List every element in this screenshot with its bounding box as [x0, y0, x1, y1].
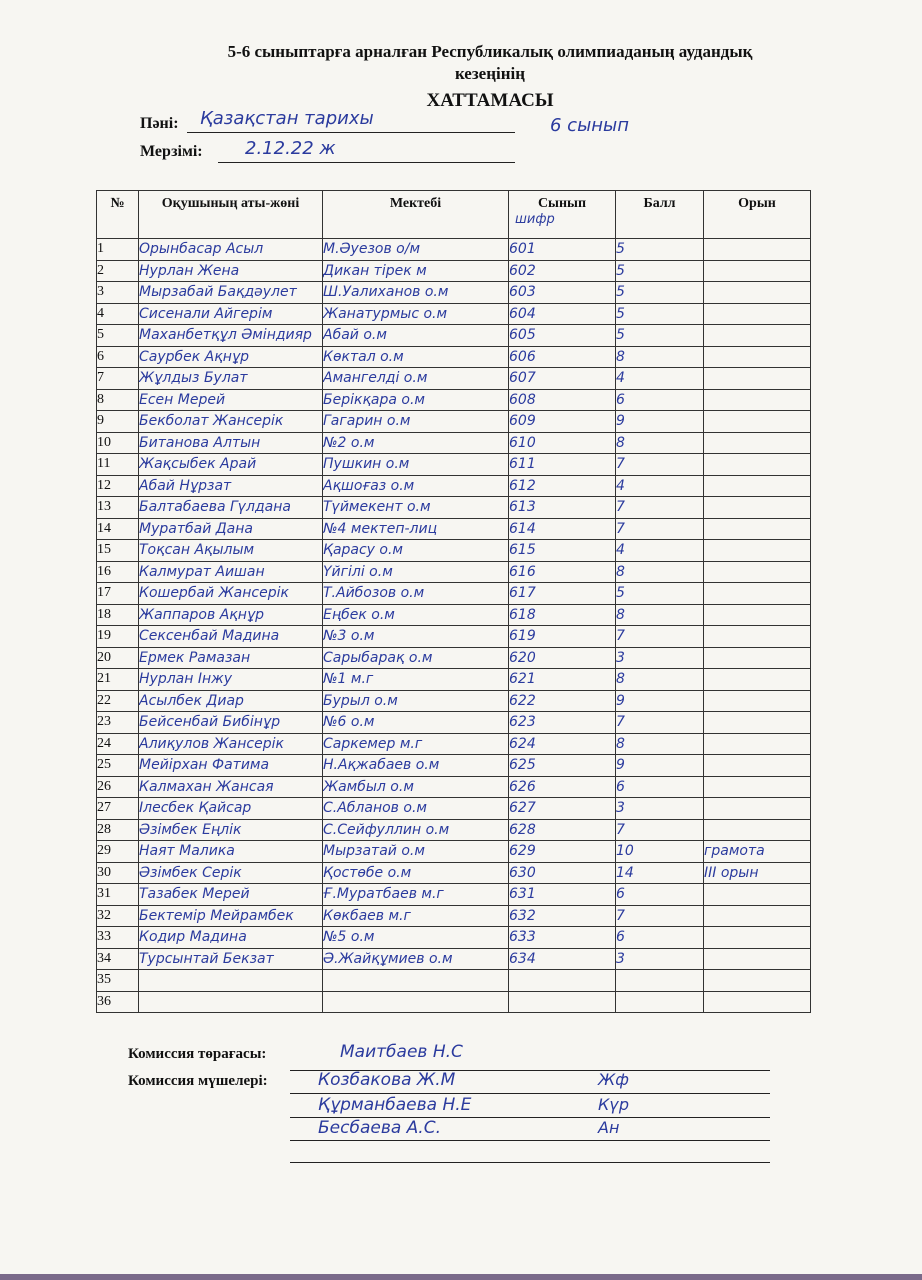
member-signature-3: Ан	[598, 1118, 620, 1137]
score: 7	[616, 518, 704, 540]
student-code: 601	[509, 239, 616, 261]
score: 5	[616, 282, 704, 304]
school-name: Сарыбарақ о.м	[323, 647, 509, 669]
school-name: М.Әуезов о/м	[323, 239, 509, 261]
student-name: Тоқсан Ақылым	[139, 540, 323, 562]
score: 5	[616, 239, 704, 261]
student-code	[509, 991, 616, 1013]
col-score-header: Балл	[616, 191, 704, 239]
student-code: 613	[509, 497, 616, 519]
place	[704, 647, 811, 669]
table-row	[97, 583, 811, 605]
protocol-title-line2: кезеңінің	[454, 64, 526, 83]
table-row	[97, 712, 811, 734]
score: 7	[616, 454, 704, 476]
row-number: 18	[97, 604, 139, 626]
school-name: Мырзатай о.м	[323, 841, 509, 863]
school-name: Үйгілі о.м	[323, 561, 509, 583]
place	[704, 432, 811, 454]
school-name: С.Абланов о.м	[323, 798, 509, 820]
table-row	[97, 303, 811, 325]
student-name: Жұлдыз Булат	[139, 368, 323, 390]
score: 8	[616, 561, 704, 583]
score: 8	[616, 669, 704, 691]
student-name: Бекболат Жансерік	[139, 411, 323, 433]
student-code: 609	[509, 411, 616, 433]
commission-chair-label: Комиссия төрағасы:	[128, 1046, 267, 1062]
table-row	[97, 776, 811, 798]
subject-label: Пәні:	[140, 115, 179, 132]
score: 8	[616, 432, 704, 454]
member-signature-1: Жф	[598, 1070, 629, 1089]
score: 8	[616, 733, 704, 755]
student-name: Калмурат Аишан	[139, 561, 323, 583]
student-name: Саурбек Ақнұр	[139, 346, 323, 368]
student-code: 611	[509, 454, 616, 476]
commission-members-label: Комиссия мүшелері:	[128, 1073, 268, 1089]
row-number: 26	[97, 776, 139, 798]
school-name: Қостөбе о.м	[323, 862, 509, 884]
col-grade-header	[509, 191, 616, 239]
place	[704, 970, 811, 992]
student-code: 604	[509, 303, 616, 325]
score: 5	[616, 325, 704, 347]
place	[704, 325, 811, 347]
row-number: 5	[97, 325, 139, 347]
grade-value: 6 сынып	[550, 115, 630, 136]
col-student-header: Оқушының аты-жөні	[139, 191, 323, 239]
student-code: 631	[509, 884, 616, 906]
place	[704, 239, 811, 261]
school-name: №2 о.м	[323, 432, 509, 454]
score: 7	[616, 905, 704, 927]
table-row	[97, 239, 811, 261]
school-name: Қарасу о.м	[323, 540, 509, 562]
table-row	[97, 733, 811, 755]
school-name: Гагарин о.м	[323, 411, 509, 433]
student-code: 628	[509, 819, 616, 841]
row-number: 33	[97, 927, 139, 949]
place	[704, 991, 811, 1013]
score: 6	[616, 389, 704, 411]
member-line-3	[290, 1140, 770, 1141]
student-code: 614	[509, 518, 616, 540]
col-place-header: Орын	[704, 191, 811, 239]
row-number: 28	[97, 819, 139, 841]
row-number: 23	[97, 712, 139, 734]
table-row	[97, 948, 811, 970]
student-code: 619	[509, 626, 616, 648]
school-name: Ғ.Муратбаев м.г	[323, 884, 509, 906]
student-name: Әзімбек Серік	[139, 862, 323, 884]
student-code: 615	[509, 540, 616, 562]
school-name: №4 мектеп-лиц	[323, 518, 509, 540]
school-name: Көктал о.м	[323, 346, 509, 368]
row-number: 1	[97, 239, 139, 261]
row-number: 2	[97, 260, 139, 282]
student-code: 624	[509, 733, 616, 755]
place	[704, 303, 811, 325]
school-name: Н.Ақжабаев о.м	[323, 755, 509, 777]
school-name: №1 м.г	[323, 669, 509, 691]
table-row	[97, 454, 811, 476]
row-number: 3	[97, 282, 139, 304]
col-school-header: Мектебі	[323, 191, 509, 239]
school-name: Ш.Уалиханов о.м	[323, 282, 509, 304]
place	[704, 540, 811, 562]
score: 4	[616, 540, 704, 562]
score: 6	[616, 776, 704, 798]
table-row	[97, 884, 811, 906]
student-name: Наят Малика	[139, 841, 323, 863]
student-name: Ілесбек Қайсар	[139, 798, 323, 820]
place	[704, 260, 811, 282]
row-number: 10	[97, 432, 139, 454]
row-number: 27	[97, 798, 139, 820]
row-number: 16	[97, 561, 139, 583]
score: 10	[616, 841, 704, 863]
row-number: 32	[97, 905, 139, 927]
member-line-1	[290, 1093, 770, 1094]
place	[704, 712, 811, 734]
place	[704, 561, 811, 583]
page-edge	[0, 1274, 922, 1280]
place	[704, 776, 811, 798]
table-row	[97, 626, 811, 648]
table-row	[97, 389, 811, 411]
student-name: Калмахан Жансая	[139, 776, 323, 798]
student-code: 610	[509, 432, 616, 454]
table-row	[97, 368, 811, 390]
table-row	[97, 475, 811, 497]
score: 3	[616, 798, 704, 820]
student-name: Асылбек Диар	[139, 690, 323, 712]
place	[704, 927, 811, 949]
place	[704, 690, 811, 712]
score: 4	[616, 475, 704, 497]
student-name: Мырзабай Бақдәулет	[139, 282, 323, 304]
row-number: 14	[97, 518, 139, 540]
student-code: 603	[509, 282, 616, 304]
score: 8	[616, 346, 704, 368]
score: 8	[616, 604, 704, 626]
school-name: Жамбыл о.м	[323, 776, 509, 798]
table-row	[97, 798, 811, 820]
school-name: Ә.Жайқұмиев о.м	[323, 948, 509, 970]
table-row	[97, 411, 811, 433]
table-row	[97, 260, 811, 282]
table-header-row	[97, 191, 811, 239]
row-number: 35	[97, 970, 139, 992]
place	[704, 733, 811, 755]
student-name: Нурлан Інжу	[139, 669, 323, 691]
school-name: №6 о.м	[323, 712, 509, 734]
table-row	[97, 497, 811, 519]
student-name: Сисенали Айгерім	[139, 303, 323, 325]
place	[704, 282, 811, 304]
date-underline	[218, 162, 515, 163]
school-name: Көкбаев м.г	[323, 905, 509, 927]
grade-header-text: Сынып	[537, 196, 587, 211]
student-code: 634	[509, 948, 616, 970]
table-row	[97, 647, 811, 669]
code-header-note: шифр	[515, 212, 555, 227]
student-name: Тазабек Мерей	[139, 884, 323, 906]
student-code: 623	[509, 712, 616, 734]
member-signature-2: Күр	[598, 1095, 629, 1114]
row-number: 7	[97, 368, 139, 390]
place	[704, 583, 811, 605]
place	[704, 755, 811, 777]
col-number-header: №	[97, 191, 139, 239]
student-name: Турсынтай Бекзат	[139, 948, 323, 970]
place	[704, 604, 811, 626]
score: 6	[616, 884, 704, 906]
table-row	[97, 540, 811, 562]
member-name-2: Құрманбаева Н.Е	[318, 1095, 472, 1115]
score: 7	[616, 626, 704, 648]
place	[704, 819, 811, 841]
score	[616, 970, 704, 992]
score: 7	[616, 497, 704, 519]
student-code: 606	[509, 346, 616, 368]
school-name: Бурыл о.м	[323, 690, 509, 712]
school-name: Амангелді о.м	[323, 368, 509, 390]
place	[704, 368, 811, 390]
member-name-1: Козбакова Ж.М	[318, 1070, 456, 1090]
student-name: Сексенбай Мадина	[139, 626, 323, 648]
subject-value: Қазақстан тарихы	[200, 108, 374, 129]
student-name: Нурлан Жена	[139, 260, 323, 282]
table-row	[97, 604, 811, 626]
student-name: Жаппаров Ақнұр	[139, 604, 323, 626]
school-name: Түймекент о.м	[323, 497, 509, 519]
row-number: 11	[97, 454, 139, 476]
student-name: Ермек Рамазан	[139, 647, 323, 669]
row-number: 8	[97, 389, 139, 411]
school-name: Пушкин о.м	[323, 454, 509, 476]
row-number: 17	[97, 583, 139, 605]
table-row	[97, 841, 811, 863]
protocol-title: ХАТТАМАСЫ	[426, 90, 554, 111]
student-code: 618	[509, 604, 616, 626]
place	[704, 948, 811, 970]
school-name: Берікқара о.м	[323, 389, 509, 411]
table-row	[97, 518, 811, 540]
table-row	[97, 927, 811, 949]
school-name: Дикан тірек м	[323, 260, 509, 282]
school-name: №5 о.м	[323, 927, 509, 949]
student-code: 621	[509, 669, 616, 691]
score: 3	[616, 647, 704, 669]
place	[704, 884, 811, 906]
row-number: 22	[97, 690, 139, 712]
student-name	[139, 991, 323, 1013]
table-row	[97, 669, 811, 691]
place	[704, 518, 811, 540]
place	[704, 475, 811, 497]
place: грамота	[704, 841, 811, 863]
place	[704, 411, 811, 433]
table-row	[97, 970, 811, 992]
score: 9	[616, 411, 704, 433]
student-name: Бектемір Мейрамбек	[139, 905, 323, 927]
table-row	[97, 862, 811, 884]
row-number: 6	[97, 346, 139, 368]
student-code: 622	[509, 690, 616, 712]
student-name: Балтабаева Гүлдана	[139, 497, 323, 519]
score: 9	[616, 690, 704, 712]
subject-underline	[187, 132, 515, 133]
student-code: 616	[509, 561, 616, 583]
place	[704, 497, 811, 519]
student-code: 612	[509, 475, 616, 497]
school-name	[323, 970, 509, 992]
student-code: 632	[509, 905, 616, 927]
student-name: Кодир Мадина	[139, 927, 323, 949]
table-row	[97, 325, 811, 347]
row-number: 15	[97, 540, 139, 562]
student-code: 633	[509, 927, 616, 949]
school-name: С.Сейфуллин о.м	[323, 819, 509, 841]
place	[704, 669, 811, 691]
table-row	[97, 432, 811, 454]
chair-name: Маитбаев Н.С	[340, 1042, 463, 1062]
row-number: 9	[97, 411, 139, 433]
place	[704, 626, 811, 648]
results-table	[96, 190, 811, 1013]
table-row	[97, 282, 811, 304]
student-code: 630	[509, 862, 616, 884]
score: 3	[616, 948, 704, 970]
score: 6	[616, 927, 704, 949]
student-code: 626	[509, 776, 616, 798]
student-code: 608	[509, 389, 616, 411]
place	[704, 389, 811, 411]
student-name	[139, 970, 323, 992]
table-row	[97, 755, 811, 777]
school-name: Т.Айбозов о.м	[323, 583, 509, 605]
student-name: Кошербай Жансерік	[139, 583, 323, 605]
row-number: 31	[97, 884, 139, 906]
row-number: 12	[97, 475, 139, 497]
student-name: Битанова Алтын	[139, 432, 323, 454]
score: 5	[616, 260, 704, 282]
table-row	[97, 561, 811, 583]
student-name: Әзімбек Еңлік	[139, 819, 323, 841]
school-name	[323, 991, 509, 1013]
row-number: 29	[97, 841, 139, 863]
row-number: 19	[97, 626, 139, 648]
student-code: 607	[509, 368, 616, 390]
date-value: 2.12.22 ж	[245, 138, 336, 159]
school-name: Жанатурмыс о.м	[323, 303, 509, 325]
table-row	[97, 346, 811, 368]
student-code: 620	[509, 647, 616, 669]
student-code: 602	[509, 260, 616, 282]
student-code: 627	[509, 798, 616, 820]
table-row	[97, 690, 811, 712]
school-name: Абай о.м	[323, 325, 509, 347]
place	[704, 798, 811, 820]
row-number: 20	[97, 647, 139, 669]
student-name: Муратбай Дана	[139, 518, 323, 540]
score	[616, 991, 704, 1013]
place	[704, 346, 811, 368]
score: 5	[616, 583, 704, 605]
student-code: 629	[509, 841, 616, 863]
row-number: 21	[97, 669, 139, 691]
student-name: Жақсыбек Арай	[139, 454, 323, 476]
row-number: 30	[97, 862, 139, 884]
school-name: Еңбек о.м	[323, 604, 509, 626]
school-name: Ақшоғаз о.м	[323, 475, 509, 497]
protocol-title-line1: 5-6 сыныптарға арналған Республикалық олимпиаданың аудандық	[227, 42, 753, 61]
student-code: 617	[509, 583, 616, 605]
place	[704, 905, 811, 927]
date-label: Мерзімі:	[140, 143, 203, 160]
score: 7	[616, 819, 704, 841]
student-name: Алиқулов Жансерік	[139, 733, 323, 755]
place: III орын	[704, 862, 811, 884]
row-number: 34	[97, 948, 139, 970]
school-name: Саркемер м.г	[323, 733, 509, 755]
row-number: 13	[97, 497, 139, 519]
row-number: 36	[97, 991, 139, 1013]
student-code	[509, 970, 616, 992]
student-name: Есен Мерей	[139, 389, 323, 411]
table-row	[97, 819, 811, 841]
score: 4	[616, 368, 704, 390]
student-name: Орынбасар Асыл	[139, 239, 323, 261]
score: 9	[616, 755, 704, 777]
student-code: 625	[509, 755, 616, 777]
score: 5	[616, 303, 704, 325]
student-code: 605	[509, 325, 616, 347]
score: 7	[616, 712, 704, 734]
member-line-4	[290, 1162, 770, 1163]
place	[704, 454, 811, 476]
score: 14	[616, 862, 704, 884]
student-name: Абай Нұрзат	[139, 475, 323, 497]
student-name: Бейсенбай Бибінұр	[139, 712, 323, 734]
student-name: Маханбетқұл Әміндияр	[139, 325, 323, 347]
school-name: №3 о.м	[323, 626, 509, 648]
row-number: 24	[97, 733, 139, 755]
row-number: 4	[97, 303, 139, 325]
row-number: 25	[97, 755, 139, 777]
table-row	[97, 905, 811, 927]
member-name-3: Бесбаева А.С.	[318, 1118, 441, 1138]
table-row	[97, 991, 811, 1013]
student-name: Мейірхан Фатима	[139, 755, 323, 777]
